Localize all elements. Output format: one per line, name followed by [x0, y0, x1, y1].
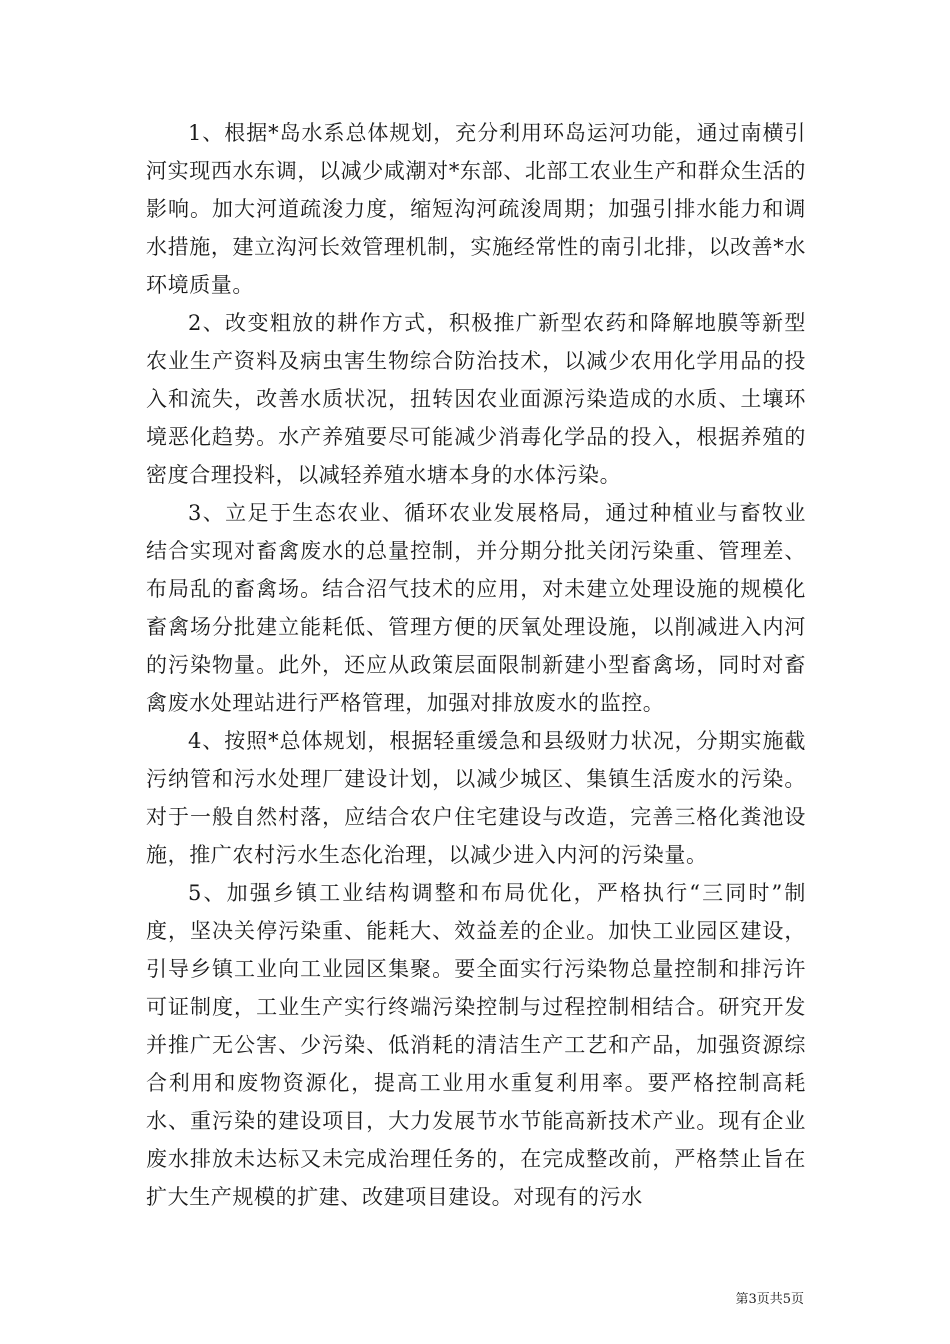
paragraph-5: 5、加强乡镇工业结构调整和布局优化，严格执行“三同时”制度，坚决关停污染重、能耗大、效益差的企业。加快工业园区建设，引导乡镇工业向工业园区集聚。要全面实行污染物总量控制和排污许可证制度，工业生产实行终端污染控制与过程控制相结合。研究开发并推广无公害、少污染、低消耗的清洁生产工艺和产品，加强资源综合利用和废物资源化，提高工业用水重复利用率。要严格控制高耗水、重污染的建设项目，大力发展节水节能高新技术产业。现有企业废水排放未达标又未完成治理任务的，在完成整改前，严格禁止旨在扩大生产规模的扩建、改建项目建设。对现有的污水: [146, 881, 806, 1209]
paragraph-3: 3、立足于生态农业、循环农业发展格局，通过种植业与畜牧业结合实现对畜禽废水的总量控制，并分期分批关闭污染重、管理差、布局乱的畜禽场。结合沼气技术的应用，对未建立处理设施的规模化畜禽场分批建立能耗低、管理方便的厌氧处理设施，以削减进入内河的污染物量。此外，还应从政策层面限制新建小型畜禽场，同时对畜禽废水处理站进行严格管理，加强对排放废水的监控。: [146, 501, 806, 715]
paragraph-2: 2、改变粗放的耕作方式，积极推广新型农药和降解地膜等新型农业生产资料及病虫害生物综合防治技术，以减少农用化学用品的投入和流失，改善水质状况，扭转因农业面源污染造成的水质、土壤环境恶化趋势。水产养殖要尽可能减少消毒化学品的投入，根据养殖的密度合理投料，以减轻养殖水塘本身的水体污染。: [146, 311, 806, 487]
paragraph-1: 1、根据*岛水系总体规划，充分利用环岛运河功能，通过南横引河实现西水东调，以减少咸潮对*东部、北部工农业生产和群众生活的影响。加大河道疏浚力度，缩短沟河疏浚周期；加强引排水能力和调水措施，建立沟河长效管理机制，实施经常性的南引北排，以改善*水环境质量。: [146, 121, 806, 297]
paragraph-4: 4、按照*总体规划，根据轻重缓急和县级财力状况，分期实施截污纳管和污水处理厂建设计划，以减少城区、集镇生活废水的污染。对于一般自然村落，应结合农户住宅建设与改造，完善三格化粪池设施，推广农村污水生态化治理，以减少进入内河的污染量。: [146, 729, 806, 867]
document-body: [146, 114, 806, 1216]
page-number: 第3页共5页: [735, 1292, 804, 1307]
